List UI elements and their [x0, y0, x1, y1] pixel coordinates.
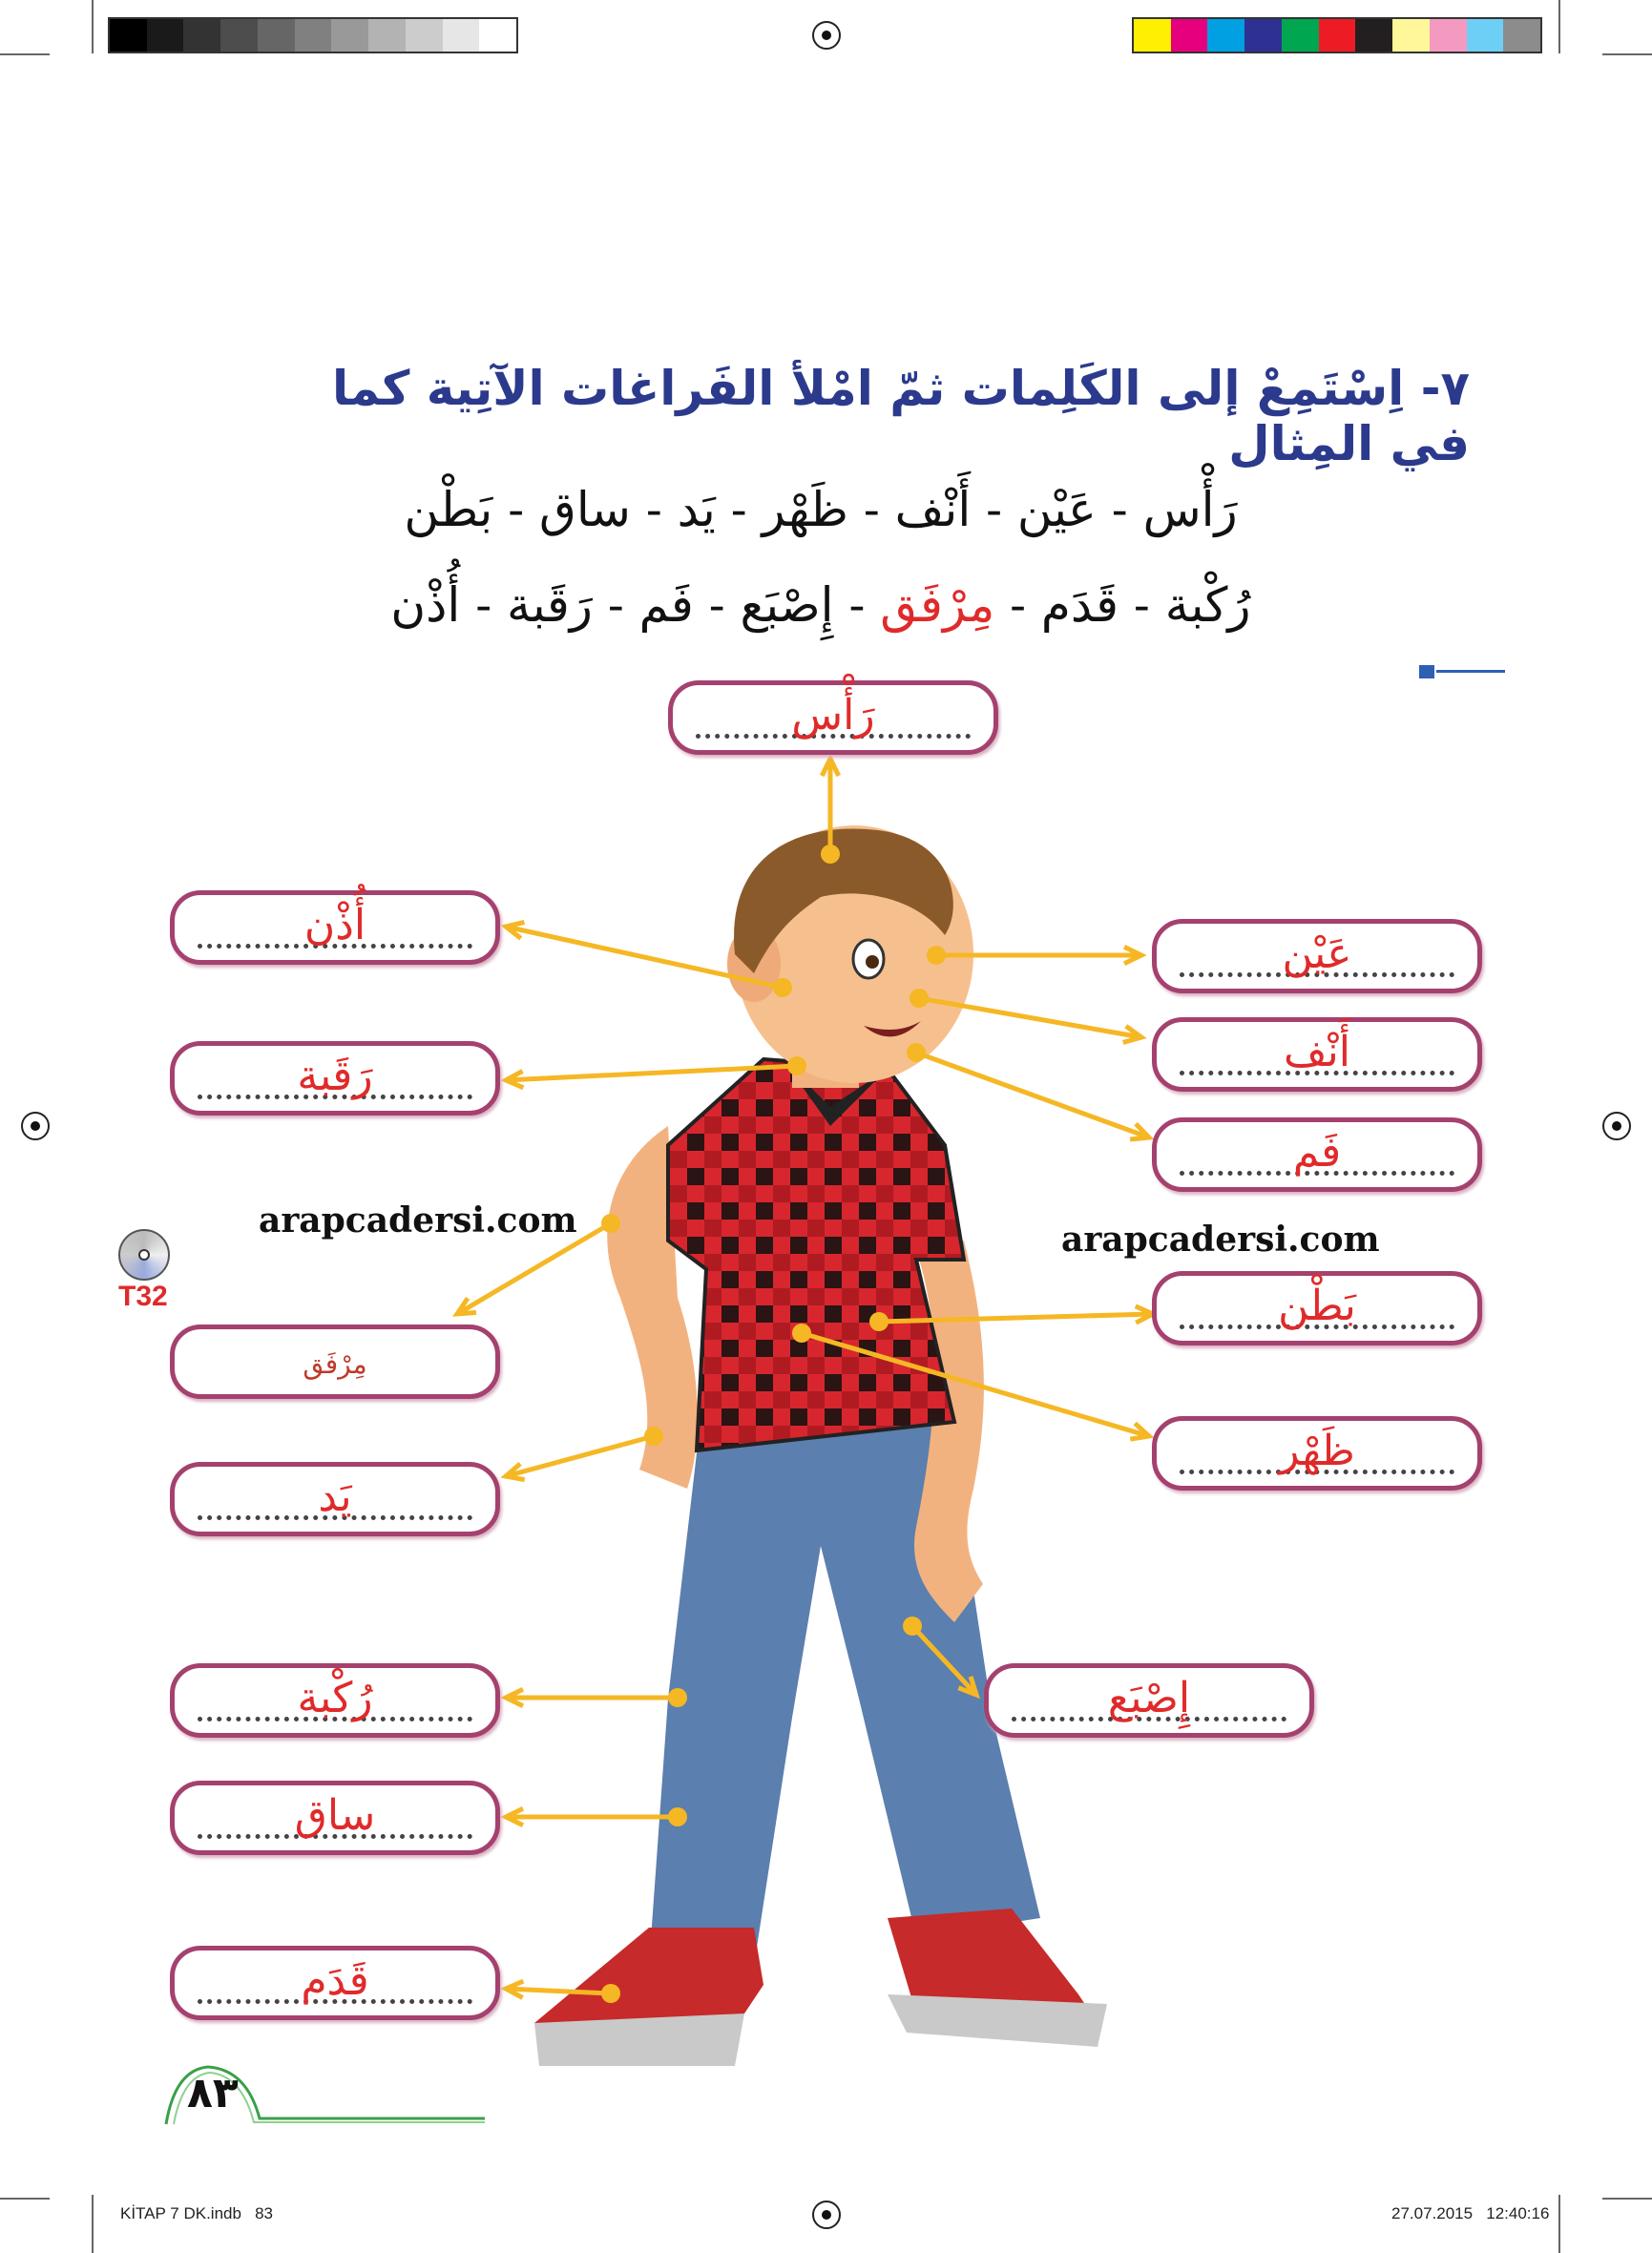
answer-word: رُكْبة — [297, 1674, 373, 1722]
word-bank-item: ظَهْر — [762, 482, 848, 537]
answer-word: إِصْبَع — [1107, 1674, 1191, 1722]
word-separator: - — [630, 482, 678, 537]
arrow-dot-neck — [787, 1056, 806, 1075]
word-bank-item: مِرْفَق — [880, 577, 995, 633]
word-separator: - — [833, 577, 881, 633]
answer-box-back[interactable] — [1152, 1416, 1482, 1491]
arrow-line-neck — [506, 1066, 797, 1080]
answer-box-elbow[interactable] — [170, 1325, 500, 1399]
answer-word: مِرْفَق — [303, 1348, 367, 1380]
arrow-line-ear — [506, 927, 783, 988]
answer-box-eye[interactable] — [1152, 919, 1482, 993]
arrow-dot-nose — [910, 989, 929, 1008]
answer-box-neck[interactable] — [170, 1041, 500, 1116]
arrow-dot-ear — [773, 978, 792, 997]
word-separator: - — [847, 482, 895, 537]
answer-word: بَطْن — [1278, 1282, 1356, 1330]
exercise-number: ٧- — [1420, 361, 1470, 416]
word-bank-item: أُذْن — [390, 577, 461, 633]
instruction-text: اِسْتَمِعْ إلى الكَلِمات ثمّ امْلأ الفَراغات الآتِية كما في المِثال — [331, 361, 1470, 471]
answer-word: ظَهْر — [1279, 1427, 1355, 1475]
arrow-line-mouth — [916, 1053, 1149, 1137]
arrow-dot-shin — [668, 1807, 687, 1826]
arrow-dot-head — [821, 845, 840, 864]
print-file-info: KİTAP 7 DK.indb 83 — [120, 2204, 274, 2222]
word-bank-item: فَم — [638, 577, 694, 633]
word-bank-item: يَد — [677, 482, 716, 537]
word-bank-item: عَيْن — [1016, 482, 1097, 537]
arrow-dot-finger — [903, 1617, 922, 1636]
page-number: ٨٣ — [187, 2069, 239, 2117]
answer-word: رَأْس — [791, 691, 875, 740]
arrow-line-finger — [912, 1626, 976, 1695]
watermark: arapcadersi.com — [1061, 1220, 1380, 1260]
answer-box-mouth[interactable] — [1152, 1117, 1482, 1192]
answer-word: قَدَم — [301, 1956, 369, 2005]
arrow-dot-hand — [644, 1427, 663, 1446]
arrow-line-nose — [919, 998, 1141, 1037]
word-bank-item: أَنْف — [894, 482, 972, 537]
answer-word: عَيْن — [1282, 929, 1352, 978]
arrow-line-foot — [506, 1989, 611, 1993]
word-bank-item: قَدَم — [1040, 577, 1119, 633]
word-separator: - — [492, 482, 540, 537]
answer-box-belly[interactable] — [1152, 1271, 1482, 1346]
word-separator: - — [715, 482, 763, 537]
answer-word: يَد — [318, 1472, 352, 1521]
answer-word: فَم — [1292, 1128, 1342, 1177]
word-separator: - — [592, 577, 639, 633]
arrow-line-hand — [506, 1436, 654, 1476]
arrow-dot-mouth — [907, 1043, 926, 1062]
print-timestamp: 27.07.2015 12:40:16 — [1391, 2204, 1550, 2222]
audio-cd-button[interactable] — [118, 1229, 172, 1325]
arrow-dot-eye — [927, 946, 946, 965]
answer-box-knee[interactable] — [170, 1663, 500, 1738]
word-separator: - — [693, 577, 741, 633]
word-separator: - — [994, 577, 1041, 633]
arrow-line-back — [802, 1333, 1149, 1436]
arrow-dot-foot — [601, 1984, 620, 2003]
word-bank-item: بَطْن — [404, 482, 493, 537]
arrow-line-belly — [879, 1314, 1153, 1322]
answer-box-shin[interactable] — [170, 1781, 500, 1855]
answer-word: رَقَبة — [297, 1052, 373, 1100]
word-bank-item: إِصْبَع — [740, 577, 834, 633]
answer-box-hand[interactable] — [170, 1462, 500, 1536]
answer-word: أَنْف — [1283, 1028, 1351, 1076]
answer-box-finger[interactable] — [984, 1663, 1314, 1738]
cd-icon — [118, 1229, 170, 1281]
answer-box-head[interactable] — [668, 680, 998, 755]
word-bank-item: رُكْبة — [1164, 577, 1251, 633]
word-separator: - — [460, 577, 507, 633]
word-separator: - — [1096, 482, 1143, 537]
answer-word: أُذْن — [303, 901, 366, 949]
answer-box-foot[interactable] — [170, 1946, 500, 2020]
audio-track-label: T32 — [118, 1281, 168, 1312]
answer-word: ساق — [294, 1791, 376, 1840]
answer-box-ear[interactable] — [170, 890, 500, 965]
watermark: arapcadersi.com — [259, 1200, 577, 1241]
arrow-dot-elbow — [601, 1214, 620, 1233]
answer-box-nose[interactable] — [1152, 1017, 1482, 1092]
arrow-dot-knee — [668, 1688, 687, 1707]
arrow-dot-back — [792, 1324, 811, 1343]
word-bank-item: ساق — [539, 482, 631, 537]
word-bank-item: رَأْس — [1142, 482, 1238, 537]
word-separator: - — [971, 482, 1017, 537]
word-bank-item: رَقَبة — [507, 577, 593, 633]
word-separator: - — [1119, 577, 1165, 633]
arrow-dot-belly — [869, 1312, 889, 1331]
